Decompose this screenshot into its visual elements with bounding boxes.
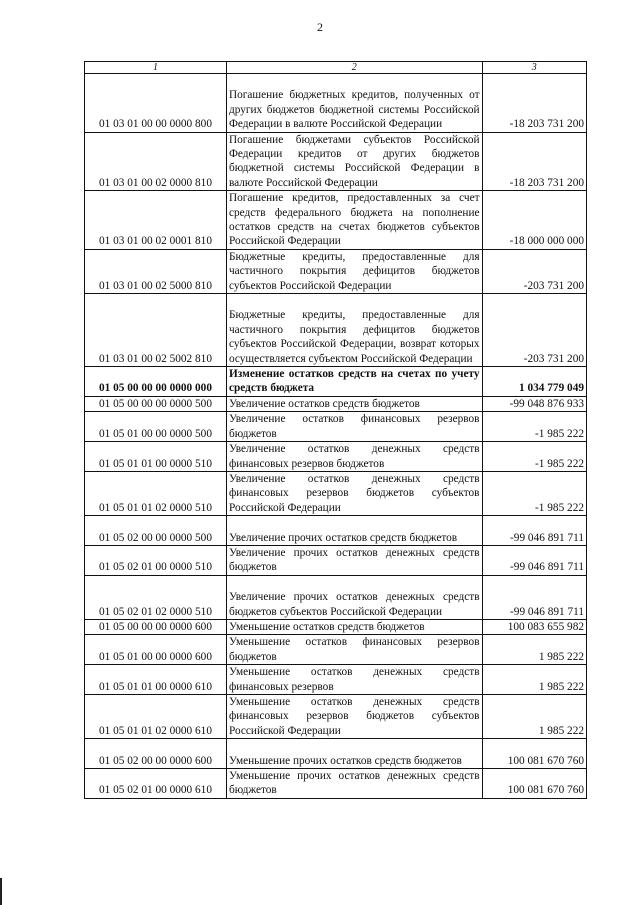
row-amount-cell: 1 985 222 [482,694,586,738]
table-body [85,74,587,799]
row-amount-cell: -1 985 222 [482,471,586,515]
table-row [85,545,587,575]
table-row [85,768,587,798]
table-row [85,471,587,515]
row-name-cell: Увеличение прочих остатков денежных средств бюджетов субъектов Российской Федерации [226,575,482,619]
table-row [85,442,587,472]
row-name-cell: Погашение бюджетных кредитов, полученных от других бюджетов бюджетной системы Российской Федерации в валюте Российской Федерации [226,74,482,133]
row-code-cell: 01 05 01 00 00 0000 500 [85,412,227,442]
row-name-cell: Увеличение прочих остатков средств бюджетов [226,516,482,546]
row-name-cell: Уменьшение остатков финансовых резервов бюджетов [226,635,482,665]
row-amount-cell: 1 985 222 [482,665,586,695]
row-amount-cell: 1 034 779 049 [482,367,586,397]
row-name-cell: Погашение бюджетами субъектов Российской Федерации кредитов от других бюджетов бюджетной системы Российской Федерации в валюте Российской Федерации [226,132,482,191]
row-code-cell: 01 05 01 01 00 0000 510 [85,442,227,472]
table-row [85,516,587,546]
row-code-cell: 01 05 01 00 00 0000 600 [85,635,227,665]
row-code-cell: 01 05 01 01 00 0000 610 [85,665,227,695]
table-row [85,694,587,738]
row-code-cell: 01 05 02 01 00 0000 610 [85,768,227,798]
row-amount-cell: 100 081 670 760 [482,768,586,798]
table-row [85,396,587,411]
row-amount-cell: -99 046 891 711 [482,545,586,575]
row-code-cell: 01 03 01 00 02 5002 810 [85,294,227,367]
row-code-cell: 01 05 02 00 00 0000 600 [85,739,227,769]
table-row [85,739,587,769]
row-name-cell: Увеличение остатков денежных средств финансовых резервов бюджетов [226,442,482,472]
row-amount-cell: -99 048 876 933 [482,396,586,411]
row-amount-cell: -18 000 000 000 [482,191,586,250]
budget-sources-table [84,61,587,799]
row-code-cell: 01 03 01 00 02 0001 810 [85,191,227,250]
row-amount-cell: -18 203 731 200 [482,74,586,133]
row-code-cell: 01 05 02 01 02 0000 510 [85,575,227,619]
row-code-cell: 01 05 00 00 00 0000 000 [85,367,227,397]
table-row [85,132,587,191]
row-name-cell: Бюджетные кредиты, предоставленные для частичного покрытия дефицитов бюджетов субъектов Российской Федерации, возврат которых осуществляется субъектом Российской Федерации [226,294,482,367]
scan-edge-mark [0,878,2,905]
row-name-cell: Увеличение остатков средств бюджетов [226,396,482,411]
table-row [85,412,587,442]
row-name-cell: Бюджетные кредиты, предоставленные для частичного покрытия дефицитов бюджетов субъектов Российской Федерации [226,249,482,293]
row-amount-cell: -1 985 222 [482,442,586,472]
table-row [85,249,587,293]
row-code-cell: 01 05 00 00 00 0000 600 [85,619,227,634]
table-row [85,367,587,397]
row-name-cell: Уменьшение прочих остатков средств бюджетов [226,739,482,769]
row-name-cell: Уменьшение остатков денежных средств финансовых резервов [226,665,482,695]
row-name-cell: Уменьшение остатков денежных средств финансовых резервов бюджетов субъектов Российской Федерации [226,694,482,738]
row-name-cell: Изменение остатков средств на счетах по учету средств бюджета [226,367,482,397]
page-number: 2 [317,20,323,34]
row-code-cell: 01 03 01 00 02 0000 810 [85,132,227,191]
table-row [85,575,587,619]
header-col-2: 2 [226,62,482,74]
row-code-cell: 01 05 02 01 00 0000 510 [85,545,227,575]
row-code-cell: 01 05 00 00 00 0000 500 [85,396,227,411]
row-name-cell: Увеличение остатков финансовых резервов бюджетов [226,412,482,442]
row-amount-cell: -99 046 891 711 [482,516,586,546]
table-row [85,294,587,367]
row-amount-cell: 100 083 655 982 [482,619,586,634]
row-code-cell: 01 05 02 00 00 0000 500 [85,516,227,546]
table-row [85,665,587,695]
table-header-row [85,62,587,74]
row-amount-cell: -99 046 891 711 [482,575,586,619]
row-amount-cell: 1 985 222 [482,635,586,665]
table-row [85,619,587,634]
header-col-1: 1 [85,62,227,74]
header-col-3: 3 [482,62,586,74]
row-amount-cell: -203 731 200 [482,249,586,293]
row-name-cell: Погашение кредитов, предоставленных за счет средств федерального бюджета на пополнение остатков средств на счетах бюджетов субъектов Российской Федерации [226,191,482,250]
row-amount-cell: -18 203 731 200 [482,132,586,191]
table-row [85,74,587,133]
row-amount-cell: -203 731 200 [482,294,586,367]
row-name-cell: Уменьшение прочих остатков денежных средств бюджетов [226,768,482,798]
row-amount-cell: 100 081 670 760 [482,739,586,769]
row-name-cell: Увеличение остатков денежных средств финансовых резервов бюджетов субъектов Российской Федерации [226,471,482,515]
row-code-cell: 01 03 01 00 02 5000 810 [85,249,227,293]
row-amount-cell: -1 985 222 [482,412,586,442]
table-row [85,191,587,250]
row-name-cell: Уменьшение остатков средств бюджетов [226,619,482,634]
row-name-cell: Увеличение прочих остатков денежных средств бюджетов [226,545,482,575]
row-code-cell: 01 05 01 01 02 0000 510 [85,471,227,515]
row-code-cell: 01 05 01 01 02 0000 610 [85,694,227,738]
table-row [85,635,587,665]
row-code-cell: 01 03 01 00 00 0000 800 [85,74,227,133]
